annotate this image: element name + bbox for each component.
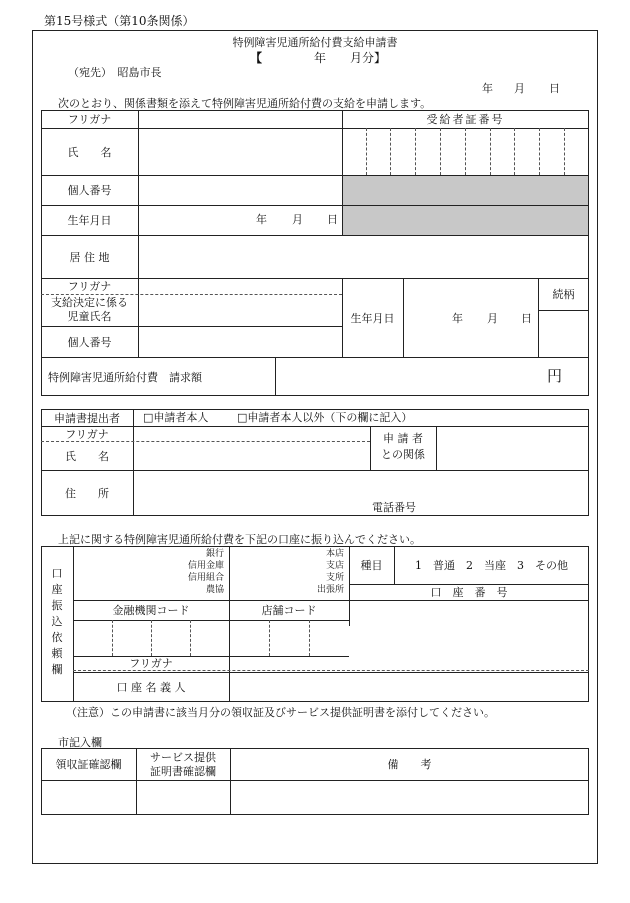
date-day: 日 [549, 82, 560, 95]
note: （注意）この申請書に該当月分の領収証及びサービス提供証明書を添付してください。 [66, 706, 495, 719]
submitter-phone-label: 電話番号 [372, 501, 416, 514]
applicant-address-label: 居 住 地 [69, 250, 110, 264]
bank-intro: 上記に関する特例障害児通所給付費を下記の口座に振り込んでください。 [58, 533, 421, 546]
applicant-birth-month: 月 [292, 213, 303, 226]
child-birth-year: 年 [452, 312, 463, 325]
applicant-birth-year: 年 [256, 213, 267, 226]
intro-text: 次のとおり、関係書類を添えて特例障害児通所給付費の支給を申請します。 [58, 97, 432, 110]
child-furigana-label: フリガナ [67, 280, 112, 293]
submitter-label: 申請書提出者 [54, 411, 120, 425]
holder-furigana-label: フリガナ [129, 657, 173, 670]
child-name-label-1: 支給決定に係る [51, 296, 128, 309]
submitter-address-label: 住 所 [65, 487, 109, 500]
inst-type: 農協 [205, 585, 224, 595]
account-kind-options: 1 普通 2 当座 3 その他 [415, 559, 568, 572]
date-year: 年 [482, 82, 493, 95]
applicant-birth-day: 日 [327, 213, 338, 226]
period-open: 【 [250, 51, 263, 65]
form-number: 第15号様式（第10条関係） [44, 14, 195, 28]
applicant-furigana-label: フリガナ [67, 113, 112, 126]
account-kind-label: 種目 [360, 559, 383, 572]
branch-type: 支店 [325, 561, 344, 571]
side-char: 欄 [51, 663, 63, 676]
branch-type: 支所 [325, 573, 344, 583]
submitter-name-label: 氏 名 [65, 449, 109, 463]
branch-type: 本店 [325, 549, 344, 559]
addressee: （宛先） 昭島市長 [68, 66, 162, 79]
submitter-option-self[interactable]: □申請者本人 [143, 411, 209, 424]
applicant-personal-no-label: 個人番号 [67, 184, 112, 197]
child-name-label-2: 児童氏名 [67, 310, 112, 323]
side-char: 依 [51, 631, 63, 644]
form-title: 特例障害児通所給付費支給申請書 [232, 36, 398, 49]
period-month: 月分】 [350, 51, 387, 65]
claim-unit: 円 [547, 367, 563, 385]
child-relation-label: 続柄 [552, 288, 575, 301]
branch-code-label: 店舗コード [261, 604, 317, 617]
account-holder-label: 口 座 名 義 人 [116, 681, 186, 694]
inst-type: 銀行 [205, 549, 224, 559]
institution-code-label: 金融機関コード [112, 604, 190, 617]
remarks-label: 備 考 [387, 758, 432, 771]
side-char: 座 [51, 583, 63, 596]
child-birth-month: 月 [487, 312, 498, 325]
submitter-relation-2: との関係 [381, 448, 425, 461]
submitter-relation-1: 申 請 者 [383, 432, 423, 445]
recipient-number-label: 受給者証番号 [426, 113, 505, 126]
institution-types [160, 548, 224, 596]
side-char: 込 [51, 615, 63, 628]
claim-label: 特例障害児通所給付費 請求額 [48, 371, 202, 384]
submitter-option-other[interactable]: □申請者本人以外（下の欄に記入） [237, 411, 413, 424]
bank-side-label [41, 566, 73, 678]
child-personal-no-label: 個人番号 [67, 335, 112, 349]
branch-types [290, 548, 344, 596]
service-check-label-1: サービス提供 [150, 751, 216, 764]
receipt-check-label: 領収証確認欄 [55, 758, 122, 771]
child-birth-label: 生年月日 [350, 311, 395, 325]
account-number-label: 口 座 番 号 [430, 586, 508, 599]
period-year: 年 [314, 51, 327, 65]
applicant-birth-label: 生年月日 [67, 214, 112, 227]
applicant-name-label: 氏 名 [67, 145, 112, 159]
submitter-furigana-label: フリガナ [65, 427, 109, 441]
office-section-label: 市記入欄 [58, 736, 102, 749]
inst-type: 信用組合 [187, 573, 224, 583]
side-char: 口 [51, 567, 63, 580]
inst-type: 信用金庫 [187, 561, 224, 571]
date-month: 月 [514, 82, 525, 95]
child-birth-day: 日 [521, 312, 532, 325]
side-char: 頼 [51, 647, 63, 660]
branch-type: 出張所 [316, 585, 344, 595]
service-check-label-2: 証明書確認欄 [150, 765, 216, 778]
side-char: 振 [51, 599, 63, 612]
